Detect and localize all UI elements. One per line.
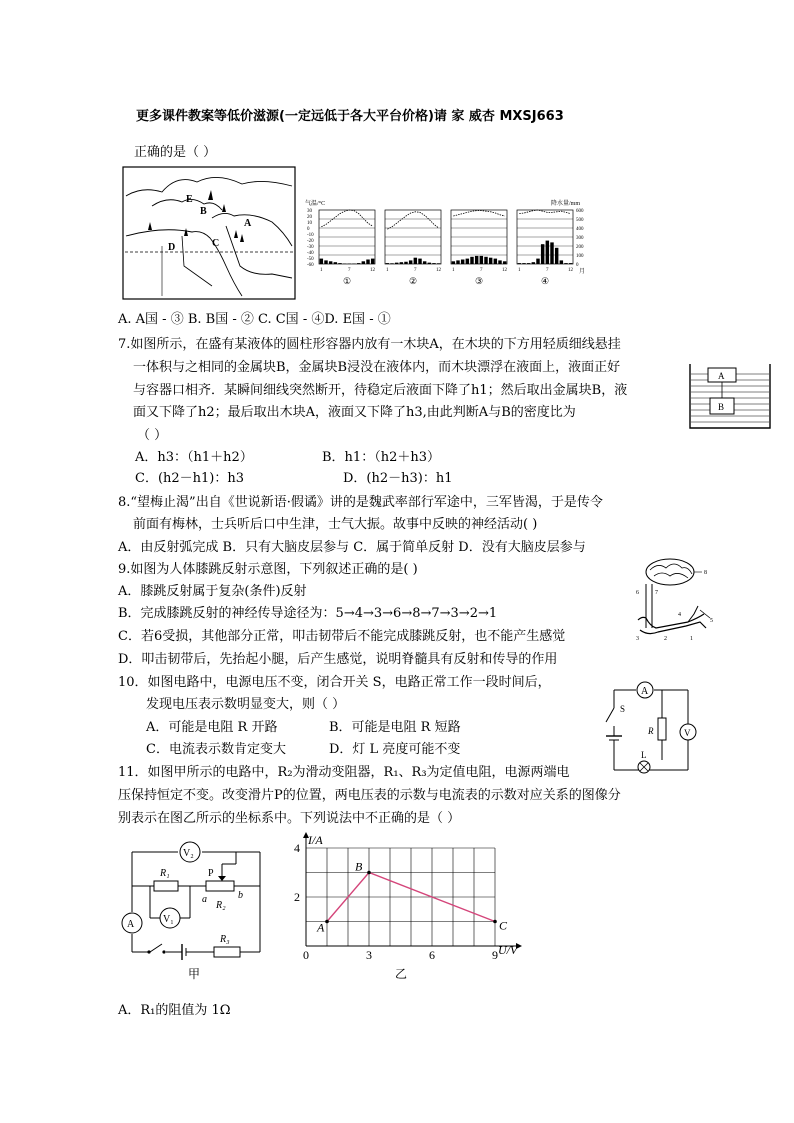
label-1: 1 [690,636,693,642]
precip-tick: 0 [576,263,579,268]
month-tick: 12 [568,268,573,273]
precip-bar [484,257,487,264]
r2-label: R₂ [216,900,226,911]
lamp-label: L [641,750,647,760]
temp-tick: 0 [307,227,310,232]
q11-line-2: 压保持恒定不变。改变滑片P的位置，两电压表的示数与电流表的示数对应关系的图像分 [118,788,621,803]
temp-tick: 20 [307,215,312,220]
precip-bar [366,260,369,265]
precip-bar [371,259,374,264]
month-tick: 7 [546,268,549,273]
precip-bar [423,261,426,264]
label-3: 3 [636,636,639,642]
precip-tick: 100 [576,254,584,259]
q9-option-c: C．若6受损，其他部分正常，叩击韧带后不能完成膝跳反射，也不能产生感觉 [118,629,566,644]
precip-bar [546,241,549,264]
precip-bar [432,263,435,264]
month-tick: 1 [452,268,455,273]
label-8: 8 [704,570,707,576]
y-tick-label: 2 [294,890,300,904]
precip-bar [437,263,440,264]
precip-bar [400,262,403,264]
q6-options: A. A国 - ③ B. B国 - ② C. C国 - ④D. E国 - ① [118,312,391,327]
graph-caption: 乙 [395,967,408,981]
precip-bar [498,260,501,264]
v1-label: V₁ [163,914,174,925]
q10-option-c: C．电流表示数肯定变大 [146,742,286,757]
map-label-b: B [200,206,207,217]
temp-tick: 30 [307,209,312,214]
precip-bar [320,259,323,264]
label-5: 5 [710,618,713,624]
climate-panel-2 [385,210,442,286]
ammeter-label: A [641,686,649,697]
precip-bar [527,263,530,264]
q6-stem-tail: 正确的是（ ） [134,145,217,160]
month-tick: 7 [414,268,417,273]
temp-tick: -50 [307,257,314,262]
month-tick: 1 [320,268,323,273]
point-b [367,871,371,875]
map-label-c: C [212,238,220,249]
q11-line-3: 别表示在图乙所示的坐标系中。下列说法中不正确的是（ ） [118,811,461,826]
q11-line-1: 11．如图甲所示的电路中，R₂为滑动变阻器，R₁、R₃为定值电阻，电源两端电 [118,765,570,780]
precip-bar [452,261,455,264]
month-tick: 12 [436,268,441,273]
precip-bar [480,256,483,264]
y-tick-label: 4 [294,841,300,855]
precip-bar [470,257,473,264]
climate-charts [305,196,590,288]
q7-line-4: 面又下降了h2；最后取出木块A，液面又下降了h3,由此判断A与B的密度比为 [133,405,576,420]
precip-bar [324,260,327,264]
q8-line-1: 8.“望梅止渴”出自《世说新语·假谲》讲的是魏武率部行军途中，三军皆渴，于是传令 [118,495,603,510]
precip-tick: 400 [576,227,584,232]
precip-bar [550,242,553,264]
month-tick: 12 [370,268,375,273]
x-axis-label: U/V [498,943,518,957]
precip-bar [456,260,459,264]
q9-option-a: A．膝跳反射属于复杂(条件)反射 [118,584,307,599]
q10-circuit [598,680,702,780]
point-label-a: A [317,920,325,935]
label-2: 2 [664,636,667,642]
temp-tick: -40 [307,251,314,256]
x-tick-label: 0 [303,948,309,962]
precip-bar [386,263,389,264]
voltmeter-label: V [684,728,691,738]
x-tick-label: 6 [429,948,435,962]
q8-line-2: 前面有梅林，士兵听后口中生津，士气大振。故事中反映的神经活动( ) [133,517,538,532]
month-unit: 月 [579,269,586,275]
precip-bar [418,259,421,264]
map-label-a: A [244,218,252,229]
panel-label: ③ [475,276,484,286]
label-6: 6 [636,590,639,596]
q9-stem: 9.如图为人体膝跳反射示意图，下列叙述正确的是( ) [118,562,418,577]
climate-panel-3 [451,210,508,286]
climate-panel-4 [517,210,574,286]
block-b-label: B [718,402,725,412]
v2-label: V₂ [183,848,194,859]
precip-bar [395,263,398,264]
temp-tick: -30 [307,245,314,250]
temp-tick: 10 [307,221,312,226]
precip-bar [334,262,337,264]
map-label-e: E [186,194,193,205]
temp-axis-title: 气温/°C [305,201,326,207]
panel-label: ② [409,276,418,286]
point-label-b: B [355,859,363,874]
precip-bar [555,248,558,264]
precip-bar [362,261,365,264]
precip-bar [518,263,521,264]
precip-bar [466,259,469,264]
q7-option-d: D．(h2－h3)：h1 [343,471,453,486]
iu-graph-yi [288,832,528,984]
q10-line-2: 发现电压表示数明显变大，则（ ） [146,697,346,712]
month-tick: 12 [502,268,507,273]
y-axis-label: I/A [308,833,323,847]
ammeter-label: A [127,919,135,930]
q9-option-d: D．叩击韧带后，先抬起小腿，后产生感觉，说明脊髓具有反射和传导的作用 [118,652,558,667]
temp-tick: -20 [307,239,314,244]
precip-bar [532,262,535,264]
x-tick-label: 3 [366,948,372,962]
r3-label: R₃ [220,934,230,945]
precip-bar [569,263,572,264]
point-c [493,920,497,924]
middle-east-map [122,166,296,300]
q7-option-b: B．h1：（h2＋h3） [322,450,440,465]
precip-bar [560,260,563,264]
precip-bar [541,244,544,264]
panel-label: ① [343,276,352,286]
q8-options: A．由反射弧完成 B．只有大脑皮层参与 C．属于简单反射 D．没有大脑皮层参与 [118,540,586,555]
q9-option-b: B．完成膝跳反射的神经传导途径为：5→4→3→6→8→7→3→2→1 [118,606,498,621]
q7-option-c: C．(h2－h1)：h3 [135,471,245,486]
map-label-d: D [168,242,176,253]
precip-bar [357,263,360,264]
x-tick-label: 9 [492,948,498,962]
precip-bar [428,263,431,264]
precip-tick: 300 [576,236,584,241]
knee-reflex-figure [628,556,716,642]
temp-tick: -60 [307,263,314,268]
r1-label: R₁ [160,868,170,879]
container-figure [688,362,772,430]
q7-option-a: A．h3：（h1＋h2） [135,450,253,465]
q7-paren: （ ） [137,428,168,443]
q11-circuit-jia [118,840,268,982]
precip-bar [475,256,478,264]
panel-label: ④ [541,276,550,286]
precip-bar [338,263,341,264]
precip-bar [536,259,539,264]
circuit-caption: 甲 [188,967,201,981]
precip-tick: 500 [576,218,584,223]
point-label-c: C [499,918,508,933]
precip-bar [390,263,393,264]
terminal-a-label: a [202,894,207,905]
month-tick: 1 [518,268,521,273]
q11-option-a: A．R₁的阻值为 1Ω [118,1003,231,1018]
switch-label: S [620,704,626,714]
precip-bar [564,263,567,264]
block-a-label: A [718,371,725,381]
q10-line-1: 10．如图电路中，电源电压不变，闭合开关 S，电路正常工作一段时间后， [118,675,551,690]
precip-bar [409,260,412,264]
slider-p-label: P [208,868,214,879]
precip-axis-title: 降水量/mm [551,201,581,207]
q7-line-2: 一体积与之相同的金属块B，金属块B浸没在液体内，而木块漂浮在液面上，液面正好 [133,360,621,375]
label-7: 7 [655,590,658,596]
page-header: 更多课件教案等低价滋源(一定远低于各大平台价格)请 家 威杏 MXSJ663 [136,109,564,124]
precip-bar [329,261,332,264]
precip-bar [522,263,525,264]
month-tick: 7 [348,268,351,273]
temp-tick: -10 [307,233,314,238]
label-4: 4 [678,612,681,618]
month-tick: 7 [480,268,483,273]
precip-bar [489,258,492,264]
terminal-b-label: b [238,890,243,901]
climate-panel-1 [319,210,376,286]
precip-bar [503,261,506,264]
precip-bar [494,259,497,264]
precip-bar [414,258,417,264]
precip-bar [404,262,407,264]
precip-bar [461,260,464,265]
resistor-label: R [648,726,654,736]
point-a [325,920,329,924]
q10-option-b: B．可能是电阻 R 短路 [329,720,461,735]
q10-option-d: D．灯 L 亮度可能不变 [329,742,461,757]
precip-tick: 600 [576,209,584,214]
month-tick: 1 [386,268,389,273]
q10-option-a: A．可能是电阻 R 开路 [146,720,278,735]
q7-line-1: 7.如图所示，在盛有某液体的圆柱形容器内放有一木块A，在木块的下方用轻质细线悬挂 [118,337,621,352]
precip-tick: 200 [576,245,584,250]
q7-line-3: 与容器口相齐．某瞬间细线突然断开，待稳定后液面下降了h1；然后取出金属块B，液 [133,383,628,398]
